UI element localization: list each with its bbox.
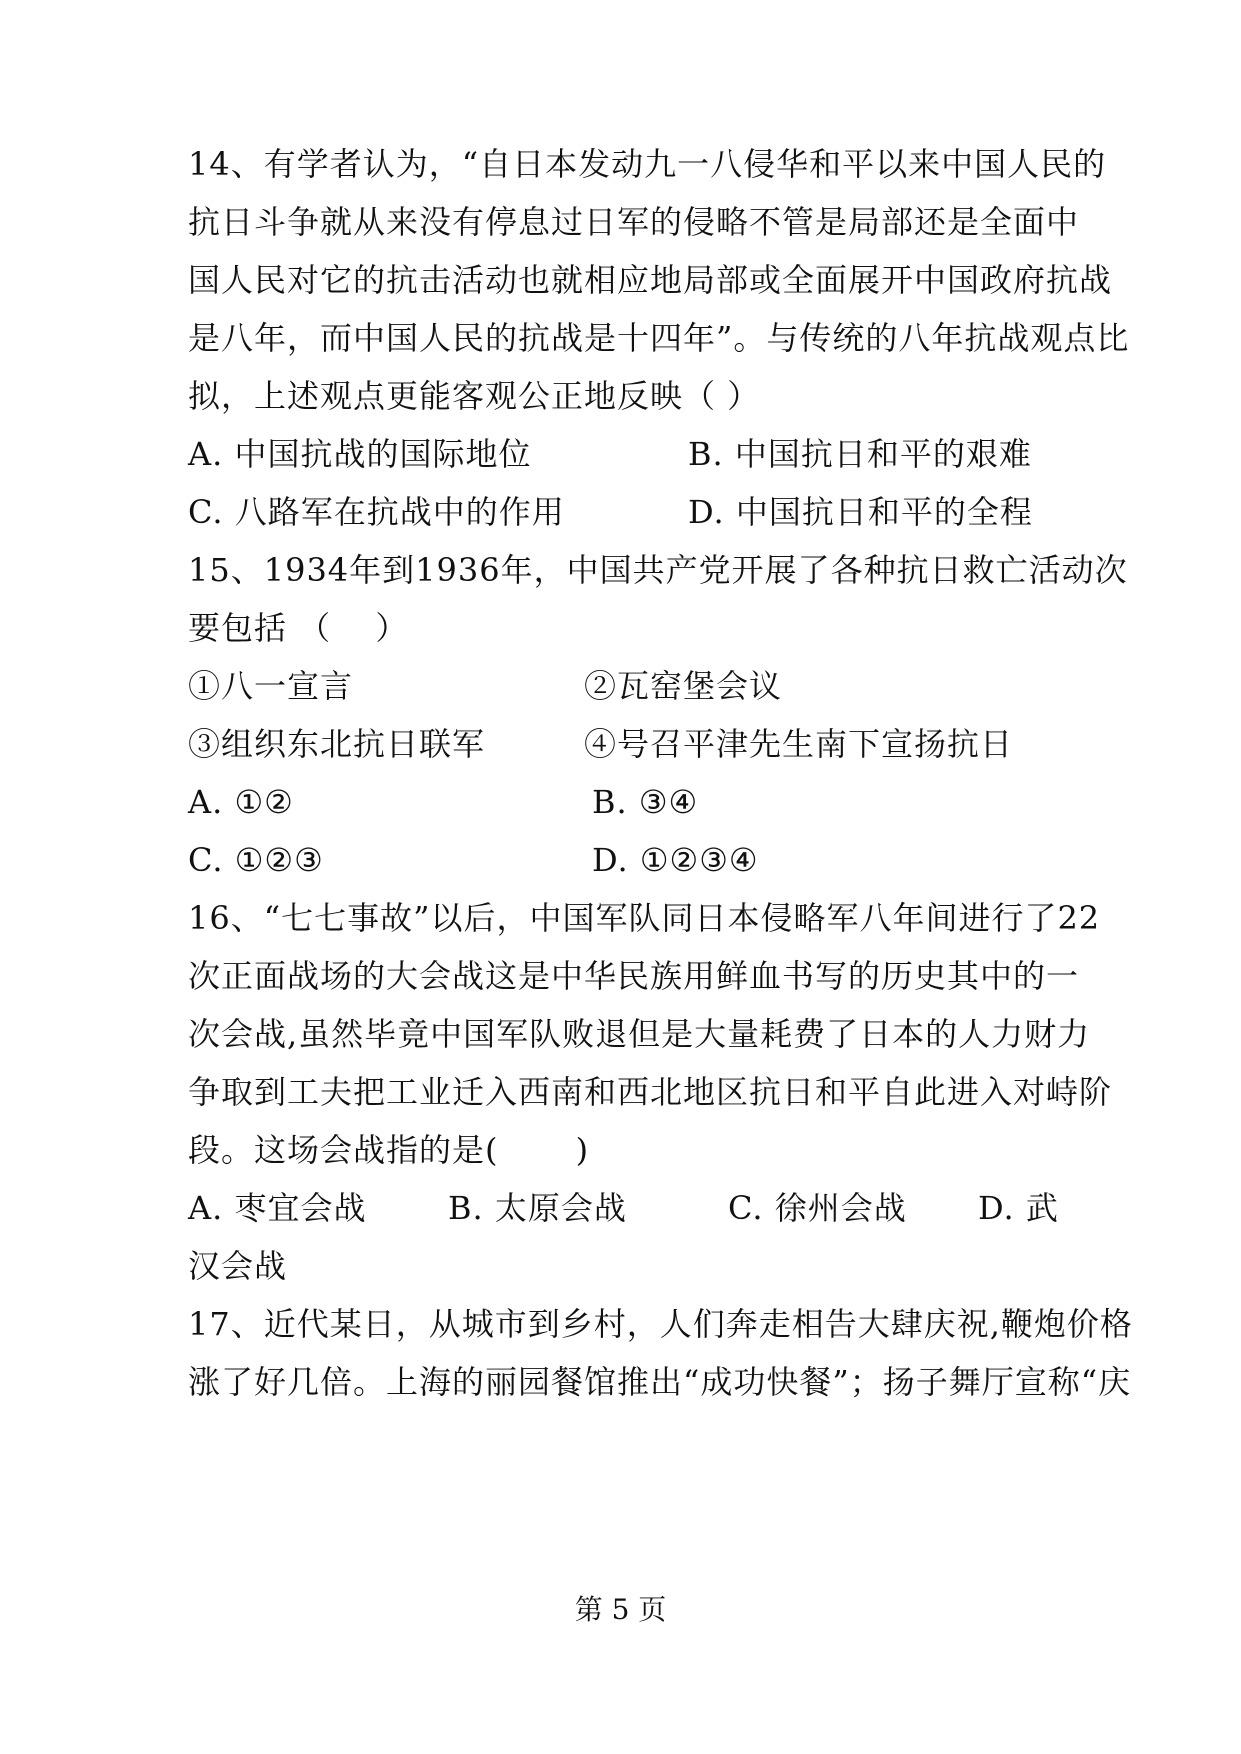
- question-16-option-continuation: 汉会战: [188, 1247, 288, 1285]
- option-d: D. 武: [978, 1189, 1059, 1227]
- item-1: ①八一宣言: [188, 667, 354, 705]
- option-b: B. 中国抗日和平的艰难: [688, 435, 1032, 473]
- option-c: C. ①②③: [188, 841, 324, 879]
- question-17-line-2: 涨了好几倍。上海的丽园餐馆推出“成功快餐”；扬子舞厅宣称“庆: [188, 1363, 1132, 1401]
- question-14-line-4: 是八年，而中国人民的抗战是十四年”。与传统的八年抗战观点比: [188, 319, 1130, 357]
- item-2: ②瓦窑堡会议: [584, 667, 783, 705]
- question-14-line-1: 14、有学者认为，“自日本发动九一八侵华和平以来中国人民的: [188, 145, 1107, 183]
- question-16-line-4: 争取到工夫把工业迁入西南和西北地区抗日和平自此进入对峙阶: [188, 1073, 1113, 1111]
- question-16-line-5: 段。这场会战指的是( ): [188, 1131, 590, 1169]
- question-14-line-2: 抗日斗争就从来没有停息过日军的侵略不管是局部还是全面中: [188, 203, 1080, 241]
- option-a: A. ①②: [188, 783, 294, 821]
- item-3: ③组织东北抗日联军: [188, 725, 486, 763]
- question-16-line-3: 次会战,虽然毕竟中国军队败退但是大量耗费了日本的人力财力: [188, 1015, 1091, 1053]
- option-b: B. 太原会战: [448, 1189, 627, 1227]
- page-number: 第 5 页: [574, 1593, 667, 1626]
- question-14-line-5: 拟，上述观点更能客观公正地反映（ ）: [188, 377, 761, 415]
- option-a: A. 中国抗战的国际地位: [188, 435, 532, 473]
- question-16-line-1: 16、“七七事故”以后，中国军队同日本侵略军八年间进行了22: [188, 899, 1101, 937]
- option-c: C. 徐州会战: [728, 1189, 907, 1227]
- question-16-line-2: 次正面战场的大会战这是中华民族用鲜血书写的历史其中的一: [188, 957, 1080, 995]
- option-b: B. ③④: [592, 783, 699, 821]
- question-15-line-1: 15、1934年到1936年，中国共产党开展了各种抗日救亡活动次: [188, 551, 1128, 589]
- option-d: D. ①②③④: [592, 841, 759, 879]
- option-c: C. 八路军在抗战中的作用: [188, 493, 565, 531]
- question-14-line-3: 国人民对它的抗击活动也就相应地局部或全面展开中国政府抗战: [188, 261, 1113, 299]
- option-d: D. 中国抗日和平的全程: [688, 493, 1033, 531]
- question-15-line-2: 要包括 （ ）: [188, 609, 409, 647]
- question-17-line-1: 17、近代某日，从城市到乡村，人们奔走相告大肆庆祝,鞭炮价格: [188, 1305, 1133, 1343]
- item-4: ④号召平津先生南下宣扬抗日: [584, 725, 1014, 763]
- option-a: A. 枣宜会战: [188, 1189, 367, 1227]
